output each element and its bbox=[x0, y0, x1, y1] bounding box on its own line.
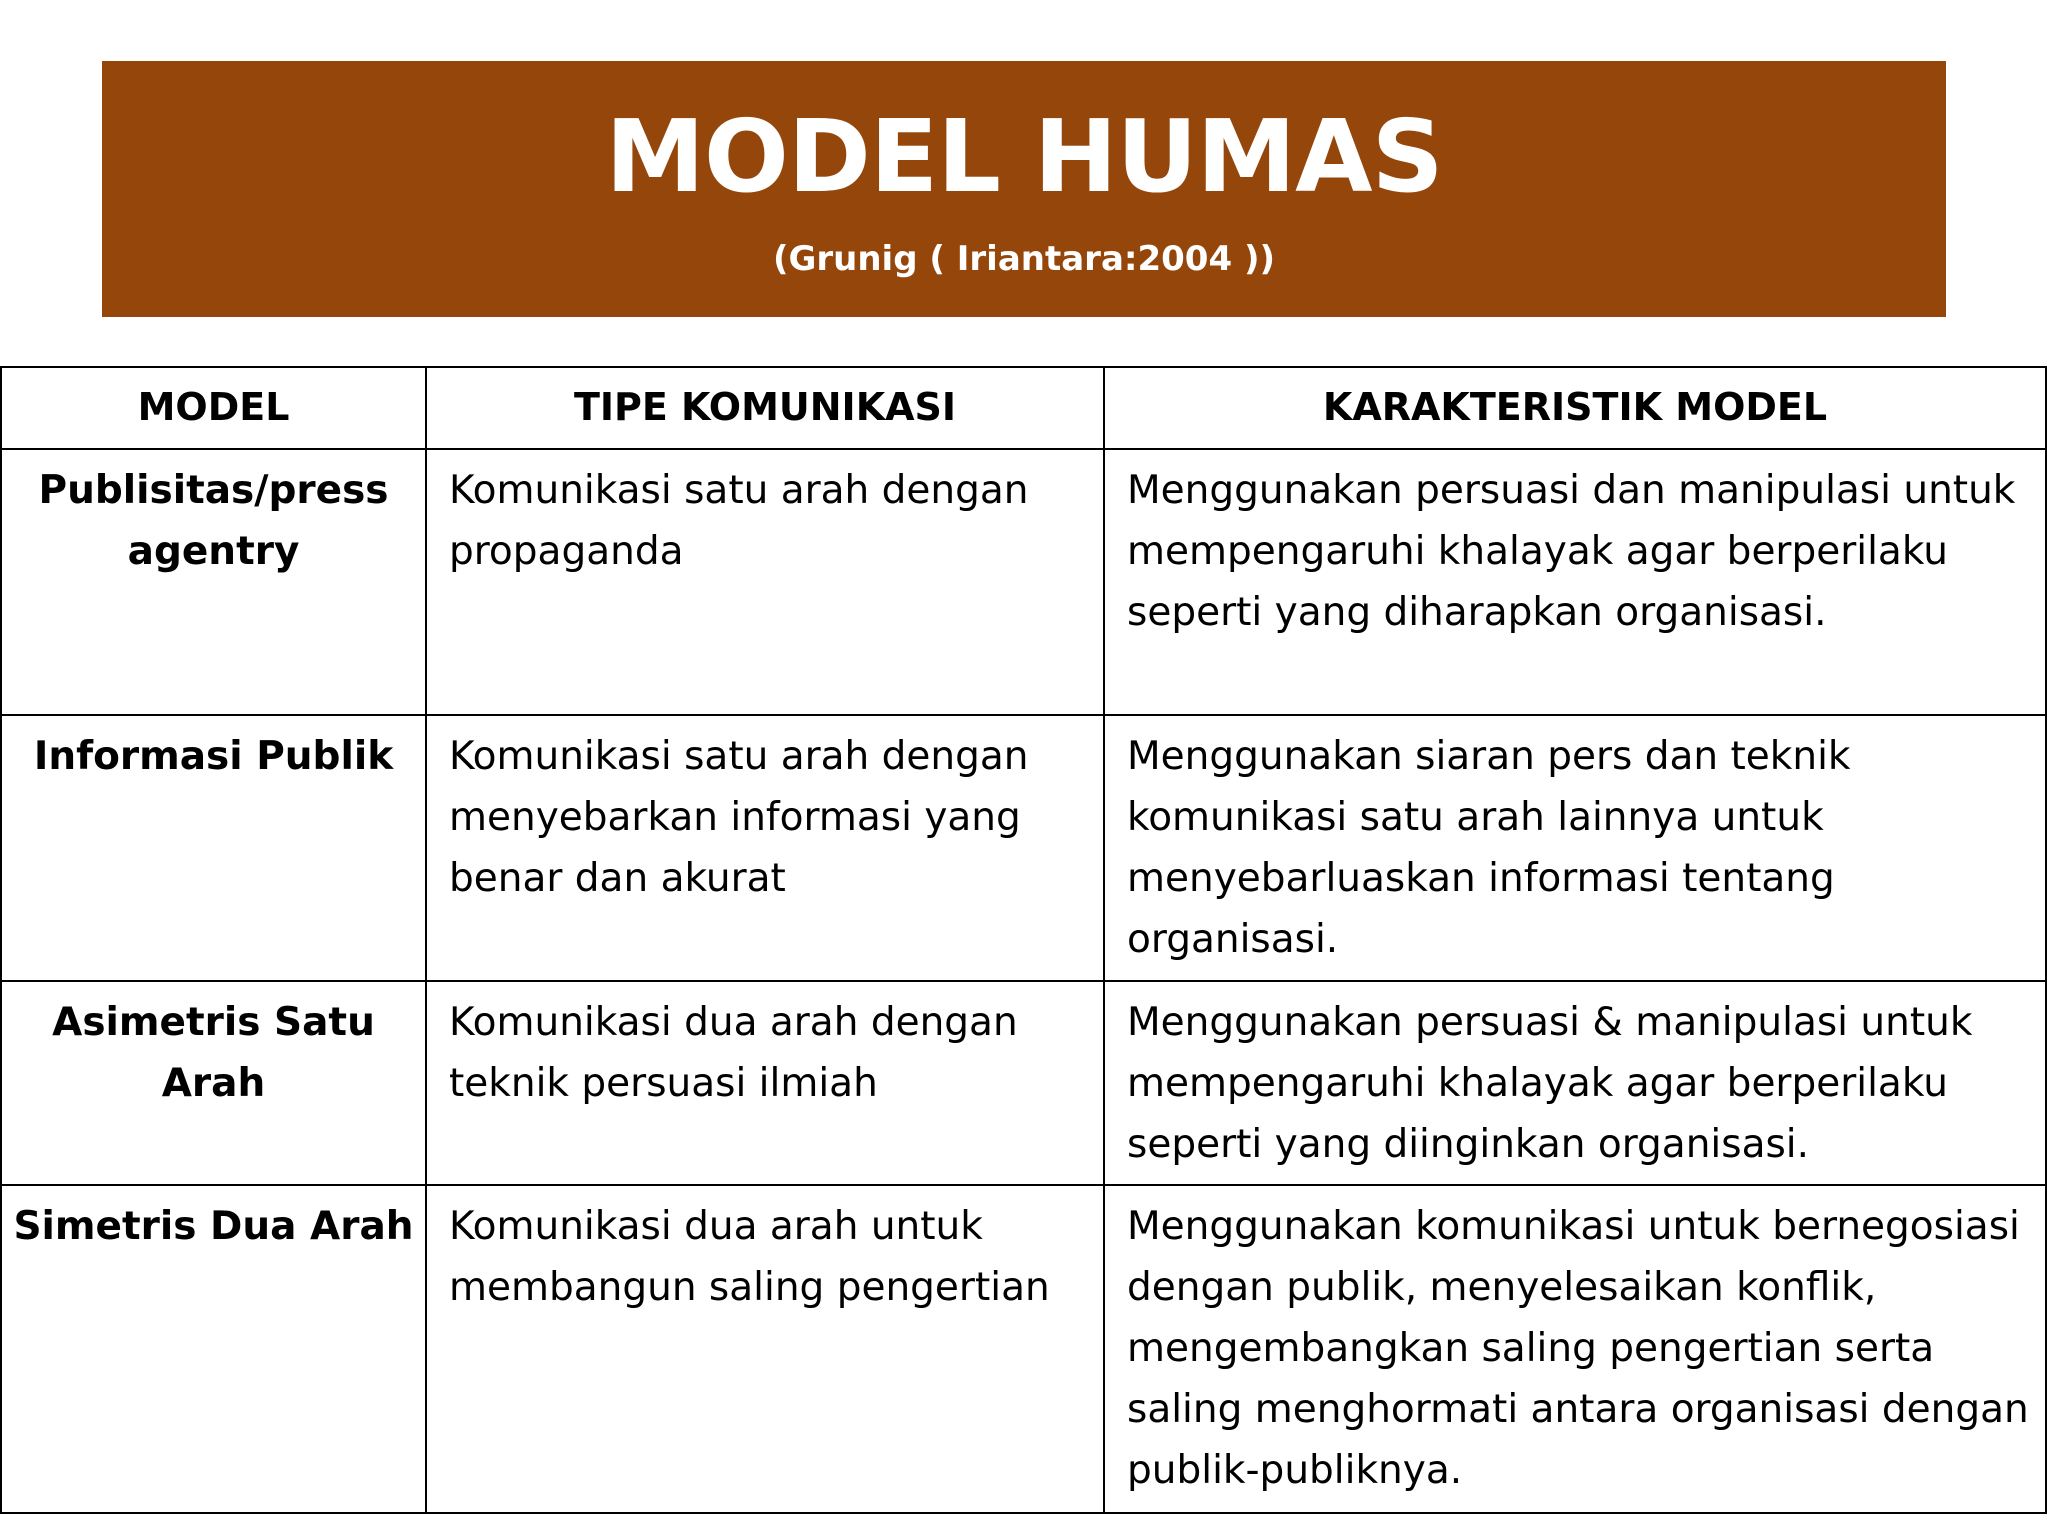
table-row bbox=[1, 449, 2046, 715]
model-cell: Informasi Publik bbox=[1, 715, 426, 981]
table-row bbox=[1, 1185, 2046, 1513]
table-header-row bbox=[1, 367, 2046, 449]
model-cell: Simetris Dua Arah bbox=[1, 1185, 426, 1513]
tipe-cell: Komunikasi satu arah dengan menyebarkan informasi yang benar dan akurat bbox=[426, 715, 1104, 981]
karakteristik-cell: Menggunakan persuasi & manipulasi untuk mempengaruhi khalayak agar berperilaku seperti yang diinginkan organisasi. bbox=[1104, 981, 2046, 1185]
page-subtitle: (Grunig ( Iriantara:2004 )) bbox=[772, 239, 1276, 279]
table-row bbox=[1, 715, 2046, 981]
header-karakteristik-model: KARAKTERISTIK MODEL bbox=[1104, 367, 2046, 449]
title-banner bbox=[102, 61, 1946, 317]
header-tipe-komunikasi: TIPE KOMUNIKASI bbox=[426, 367, 1104, 449]
karakteristik-cell: Menggunakan siaran pers dan teknik komunikasi satu arah lainnya untuk menyebarluaskan informasi tentang organisasi. bbox=[1104, 715, 2046, 981]
header-model: MODEL bbox=[1, 367, 426, 449]
karakteristik-cell: Menggunakan persuasi dan manipulasi untuk mempengaruhi khalayak agar berperilaku seperti yang diharapkan organisasi. bbox=[1104, 449, 2046, 715]
table-row bbox=[1, 981, 2046, 1185]
model-cell: Publisitas/press agentry bbox=[1, 449, 426, 715]
karakteristik-cell: Menggunakan komunikasi untuk bernegosiasi dengan publik, menyelesaikan konflik, mengembangkan saling pengertian serta saling menghormati antara organisasi dengan publik-publiknya. bbox=[1104, 1185, 2046, 1513]
tipe-cell: Komunikasi satu arah dengan propaganda bbox=[426, 449, 1104, 715]
model-humas-table bbox=[0, 366, 2047, 1514]
tipe-cell: Komunikasi dua arah dengan teknik persuasi ilmiah bbox=[426, 981, 1104, 1185]
model-cell: Asimetris Satu Arah bbox=[1, 981, 426, 1185]
tipe-cell: Komunikasi dua arah untuk membangun saling pengertian bbox=[426, 1185, 1104, 1513]
page-title: MODEL HUMAS bbox=[605, 98, 1443, 215]
